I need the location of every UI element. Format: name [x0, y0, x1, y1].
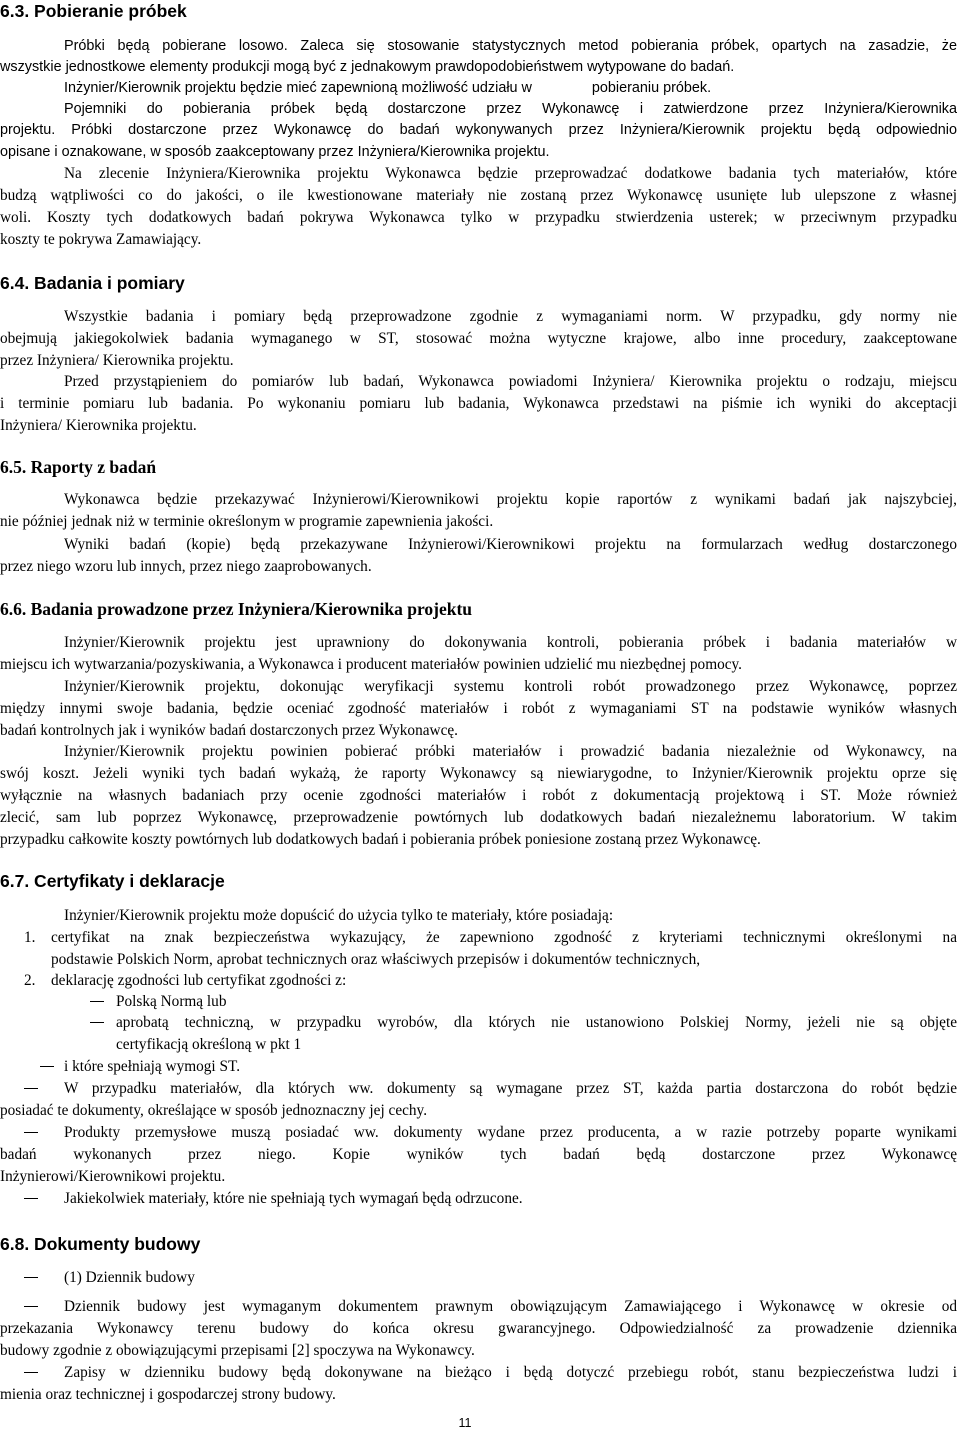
paragraph-line: przypadku całkowite koszty powtórnych lub dodatkowych badań i pobierania próbek poniesione zostaną przez Wykonawcę. — [0, 831, 761, 848]
paragraph-line: miejscu ich wytwarzania/pozyskiwania, a Wykonawca i producent materiałów powinien udzielić mu niezbędnej pomocy. — [0, 656, 743, 673]
list-number: 2. — [24, 972, 36, 989]
paragraph-line: Inżynier/Kierownik projektu może dopuścić do użycia tylko te materiały, które posiadają: — [64, 907, 614, 924]
paragraph-line: swój koszt. Jeżeli wyniki tych badań wykażą, że raporty Wykonawcy są niewiarygodne, to Inżynier/Kierownik projektu oprze się — [0, 765, 957, 782]
paragraph-line: budzą wątpliwości co do jakości, o ile kwestionowane materiały nie zostaną przez Wykonawcę usunięte lub ulepszone z własnej — [0, 187, 957, 204]
list-item: aprobatą techniczną, w przypadku wyrobów, dla których nie ustanowiono Polskiej Normy, jeżeli nie są objęte — [116, 1014, 957, 1031]
paragraph-line — [0, 37, 957, 56]
paragraph-line: zlecić, sam lub poprzez Wykonawcę, przeprowadzenie powtórnych lub dodatkowych badań niezależnemu laboratorium. W takim — [0, 809, 957, 826]
text: pobieraniu próbek. — [591, 80, 712, 96]
paragraph-line: Inżynier/Kierownik projektu jest uprawniony do dokonywania kontroli, pobierania próbek i badania materiałów w — [64, 634, 957, 651]
section-heading-6-4: 6.4. Badania i pomiary — [0, 273, 185, 293]
bullet-paragraph: posiadać te dokumenty, określające w sposób jednoznaczny jej cechy. — [0, 1102, 428, 1119]
dash-bullet-icon — [24, 1132, 38, 1133]
bullet-paragraph: badań wykonanych przez niego. Kopie wyników tych badań będą dostarczone przez Wykonawcę — [0, 1146, 957, 1163]
paragraph-line — [64, 79, 960, 98]
paragraph-line: przez Inżyniera/ Kierownika projektu. — [0, 352, 234, 369]
paragraph-line: Wyniki badań (kopie) będą przekazywane Inżynierowi/Kierownikowi projektu na formularzach według dostarczonego — [64, 536, 957, 553]
bullet-paragraph: Dziennik budowy jest wymaganym dokumentem prawnym obowiązującym Zamawiającego i Wykonawcę w okresie od — [64, 1298, 957, 1315]
list-item: Polską Normą lub — [116, 993, 227, 1010]
paragraph-line: opisane i oznakowane, w sposób zaakceptowany przez Inżyniera/Kierownika projektu. — [0, 144, 550, 160]
bullet-paragraph: Produkty przemysłowe muszą posiadać ww. dokumenty wydane przez producenta, a w razie potrzeby poparte wynikami — [64, 1124, 957, 1141]
paragraph-line: wszystkie jednostkowe elementy produkcji mogą być z jednakowym prawdopodobieństwem wytypowane do badań. — [0, 59, 735, 75]
paragraph-line: między innymi swoje badania, będzie oceniać zgodność materiałów i robót z wymaganiami ST na podstawie wyników własnych — [0, 700, 957, 717]
bullet-paragraph: Zapisy w dzienniku budowy będą dokonywane na bieżąco i będą dotyczć przebiegu robót, stanu bezpieczeństwa ludzi i — [64, 1364, 957, 1381]
dash-bullet-icon — [24, 1306, 38, 1307]
paragraph-line: Inżynier/Kierownik projektu, dokonując weryfikacji systemu kontroli robót prowadzonego przez Wykonawcę, poprzez — [64, 678, 957, 695]
bullet-paragraph: Jakiekolwiek materiały, które nie spełniają tych wymagań będą odrzucone. — [64, 1190, 523, 1207]
paragraph-line: Wszystkie badania i pomiary będą przeprowadzone zgodnie z wymaganiami norm. W przypadku, gdy normy nie — [64, 308, 957, 325]
dash-bullet-icon — [24, 1372, 38, 1373]
dash-bullet-icon — [24, 1198, 38, 1199]
paragraph-line: badań kontrolnych jak i wyników badań dostarczonych przez Wykonawcę. — [0, 722, 458, 739]
text: Próbki będą pobierane losowo. Zaleca się stosowanie statystycznych metod pobierania próbek, opartych na zasadzie, że — [64, 38, 957, 54]
list-item: certyfikat na znak bezpieczeństwa wykazujący, że zapewniono zgodność z kryteriami technicznymi określonymi na — [51, 929, 957, 946]
bullet-paragraph: Inżynierowi/Kierownikowi projektu. — [0, 1168, 226, 1185]
page-number: 11 — [458, 1416, 472, 1430]
dash-bullet-icon — [24, 1277, 38, 1278]
list-item: deklarację zgodności lub certyfikat zgodności z: — [51, 972, 347, 989]
paragraph-line: koszty te pokrywa Zamawiający. — [0, 231, 202, 248]
paragraph-line: Inżyniera/ Kierownika projektu. — [0, 417, 197, 434]
paragraph-line: Na zlecenie Inżyniera/Kierownika projektu Wykonawca będzie przeprowadzać dodatkowe badania tych materiałów, które — [64, 165, 957, 182]
bullet-paragraph: przekazania Wykonawcy terenu budowy do końca okresu gwarancyjnego. Odpowiedzialność za prowadzenie dziennika — [0, 1320, 957, 1337]
paragraph-line: projektu. Próbki dostarczone przez Wykonawcę do badań wykonywanych przez Inżyniera/Kierownik projektu będą odpowiednio — [0, 122, 957, 138]
section-heading-6-8: 6.8. Dokumenty budowy — [0, 1234, 201, 1254]
section-heading-6-7: 6.7. Certyfikaty i deklaracje — [0, 871, 225, 891]
list-number: 1. — [24, 929, 36, 946]
paragraph-line: nie później jednak niż w terminie określonym w programie zapewnienia jakości. — [0, 513, 494, 530]
list-item: i które spełniają wymogi ST. — [64, 1058, 241, 1075]
dash-bullet-icon — [90, 1022, 104, 1023]
section-heading-6-6: 6.6. Badania prowadzone przez Inżyniera/Kierownika projektu — [0, 599, 473, 619]
bullet-paragraph: mienia oraz technicznej i gospodarczej strony budowy. — [0, 1386, 336, 1403]
paragraph-line: obejmują jakiegokolwiek badania wymaganego w ST, stosować można wytyczne krajowe, albo inne procedury, zaakceptowane — [0, 330, 957, 347]
text: Inżynier/Kierownik projektu będzie mieć zapewnioną możliwość udziału w — [64, 80, 532, 96]
list-item: podstawie Polskich Norm, aprobat technicznych oraz właściwych przepisów i dokumentów technicznych, — [51, 951, 701, 968]
paragraph-line: wyłącznie na własnych badaniach przy ocenie zgodności materiałów i robót z dokumentacją projektową i ST. Może również — [0, 787, 957, 804]
paragraph-line: Pojemniki do pobierania próbek będą dostarczone przez Wykonawcę i zatwierdzone przez Inżyniera/Kierownika — [64, 101, 957, 117]
section-heading-6-3: 6.3. Pobieranie próbek — [0, 1, 187, 21]
paragraph-line: woli. Koszty tych dodatkowych badań pokrywa Wykonawca tylko w przypadku stwierdzenia usterek; w przeciwnym przypadku — [0, 209, 957, 226]
section-heading-6-5: 6.5. Raporty z badań — [0, 457, 157, 477]
dash-bullet-icon — [24, 1088, 38, 1089]
bullet-paragraph: budowy zgodnie z obowiązującymi przepisami [2] spoczywa na Wykonawcy. — [0, 1342, 475, 1359]
paragraph-line: Przed przystąpieniem do pomiarów lub badań, Wykonawca powiadomi Inżyniera/ Kierownika projektu o rodzaju, miejscu — [64, 373, 957, 390]
bullet-paragraph: (1) Dziennik budowy — [64, 1269, 195, 1286]
paragraph-line: Wykonawca będzie przekazywać Inżynierowi/Kierownikowi projektu kopie raportów z wynikami badań jak najszybciej, — [64, 491, 957, 508]
paragraph-line: przez niego wzoru lub innych, przez niego zaaprobowanych. — [0, 558, 372, 575]
paragraph-line: Inżynier/Kierownik projektu powinien pobierać próbki materiałów i prowadzić badania niezależnie od Wykonawcy, na — [64, 743, 957, 760]
dash-bullet-icon — [40, 1066, 54, 1067]
list-item: certyfikacją określoną w pkt 1 — [116, 1036, 302, 1053]
bullet-paragraph: W przypadku materiałów, dla których ww. dokumenty są wymagane przez ST, każda partia dostarczona do robót będzie — [64, 1080, 957, 1097]
paragraph-line: i terminie pomiaru lub badania. Po wykonaniu pomiaru lub badania, Wykonawca przedstawi na piśmie ich wyniki do akceptacji — [0, 395, 957, 412]
dash-bullet-icon — [90, 1001, 104, 1002]
